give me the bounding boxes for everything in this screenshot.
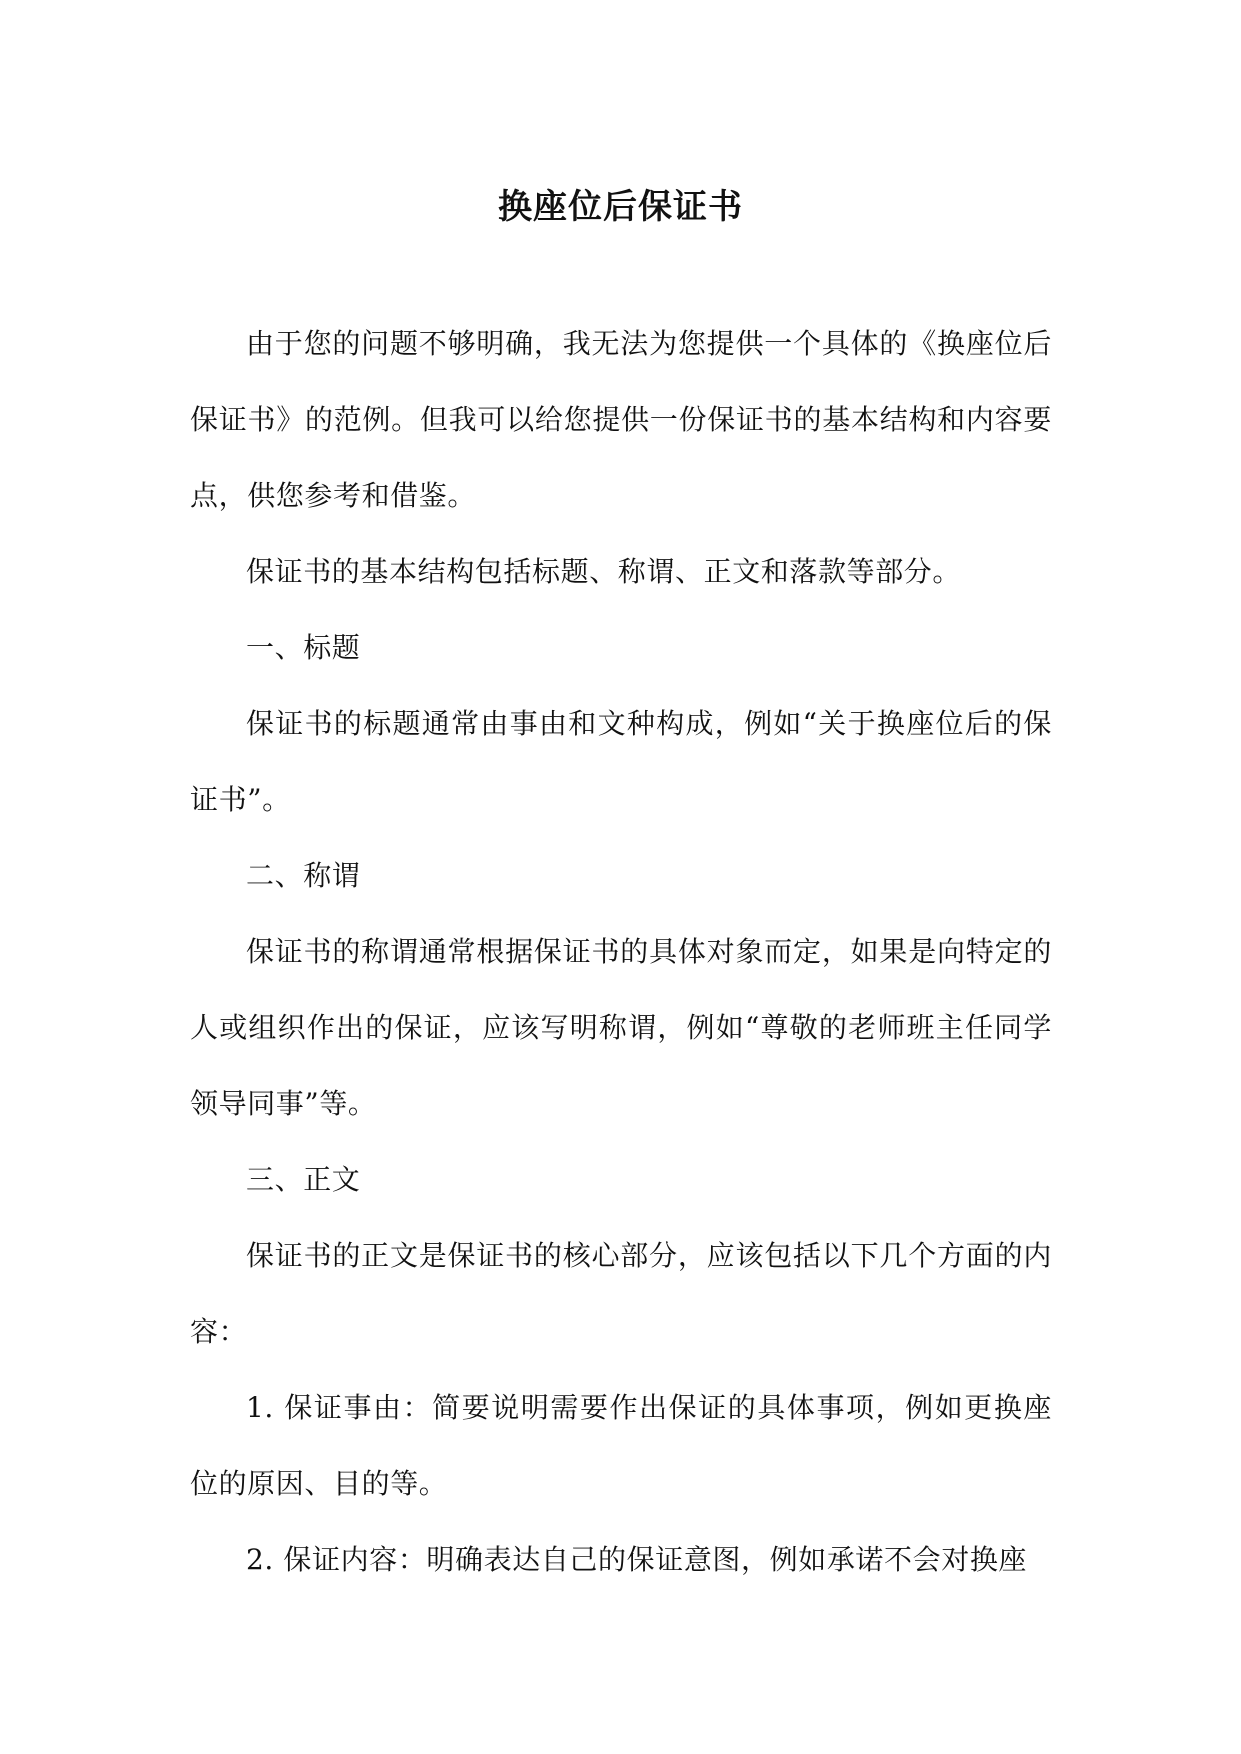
section-heading-body: 三、正文 (246, 1163, 361, 1196)
section-heading-salutation: 二、称谓 (246, 859, 361, 892)
paragraph-structure: 保证书的基本结构包括标题、称谓、正文和落款等部分。 (246, 555, 962, 588)
section-heading-title: 一、标题 (246, 631, 361, 664)
paragraph-intro: 由于您的问题不够明确，我无法为您提供一个具体的《换座位后保证书》的范例。但我可以给您提供一份保证书的基本结构和内容要点，供您参考和借鉴。 (190, 327, 1052, 512)
paragraph-body-description: 保证书的正文是保证书的核心部分，应该包括以下几个方面的内容： (190, 1239, 1052, 1348)
paragraph-salutation-description: 保证书的称谓通常根据保证书的具体对象而定，如果是向特定的人或组织作出的保证，应该写明称谓，例如“尊敬的老师班主任同学领导同事”等。 (190, 935, 1052, 1120)
document-body (190, 306, 1052, 1598)
list-item-reason: 1. 保证事由：简要说明需要作出保证的具体事项，例如更换座位的原因、目的等。 (190, 1391, 1052, 1500)
document-title: 换座位后保证书 (498, 187, 743, 227)
list-item-content: 2. 保证内容：明确表达自己的保证意图，例如承诺不会对换座 (246, 1543, 1028, 1576)
paragraph-title-description: 保证书的标题通常由事由和文种构成，例如“关于换座位后的保证书”。 (190, 707, 1052, 816)
